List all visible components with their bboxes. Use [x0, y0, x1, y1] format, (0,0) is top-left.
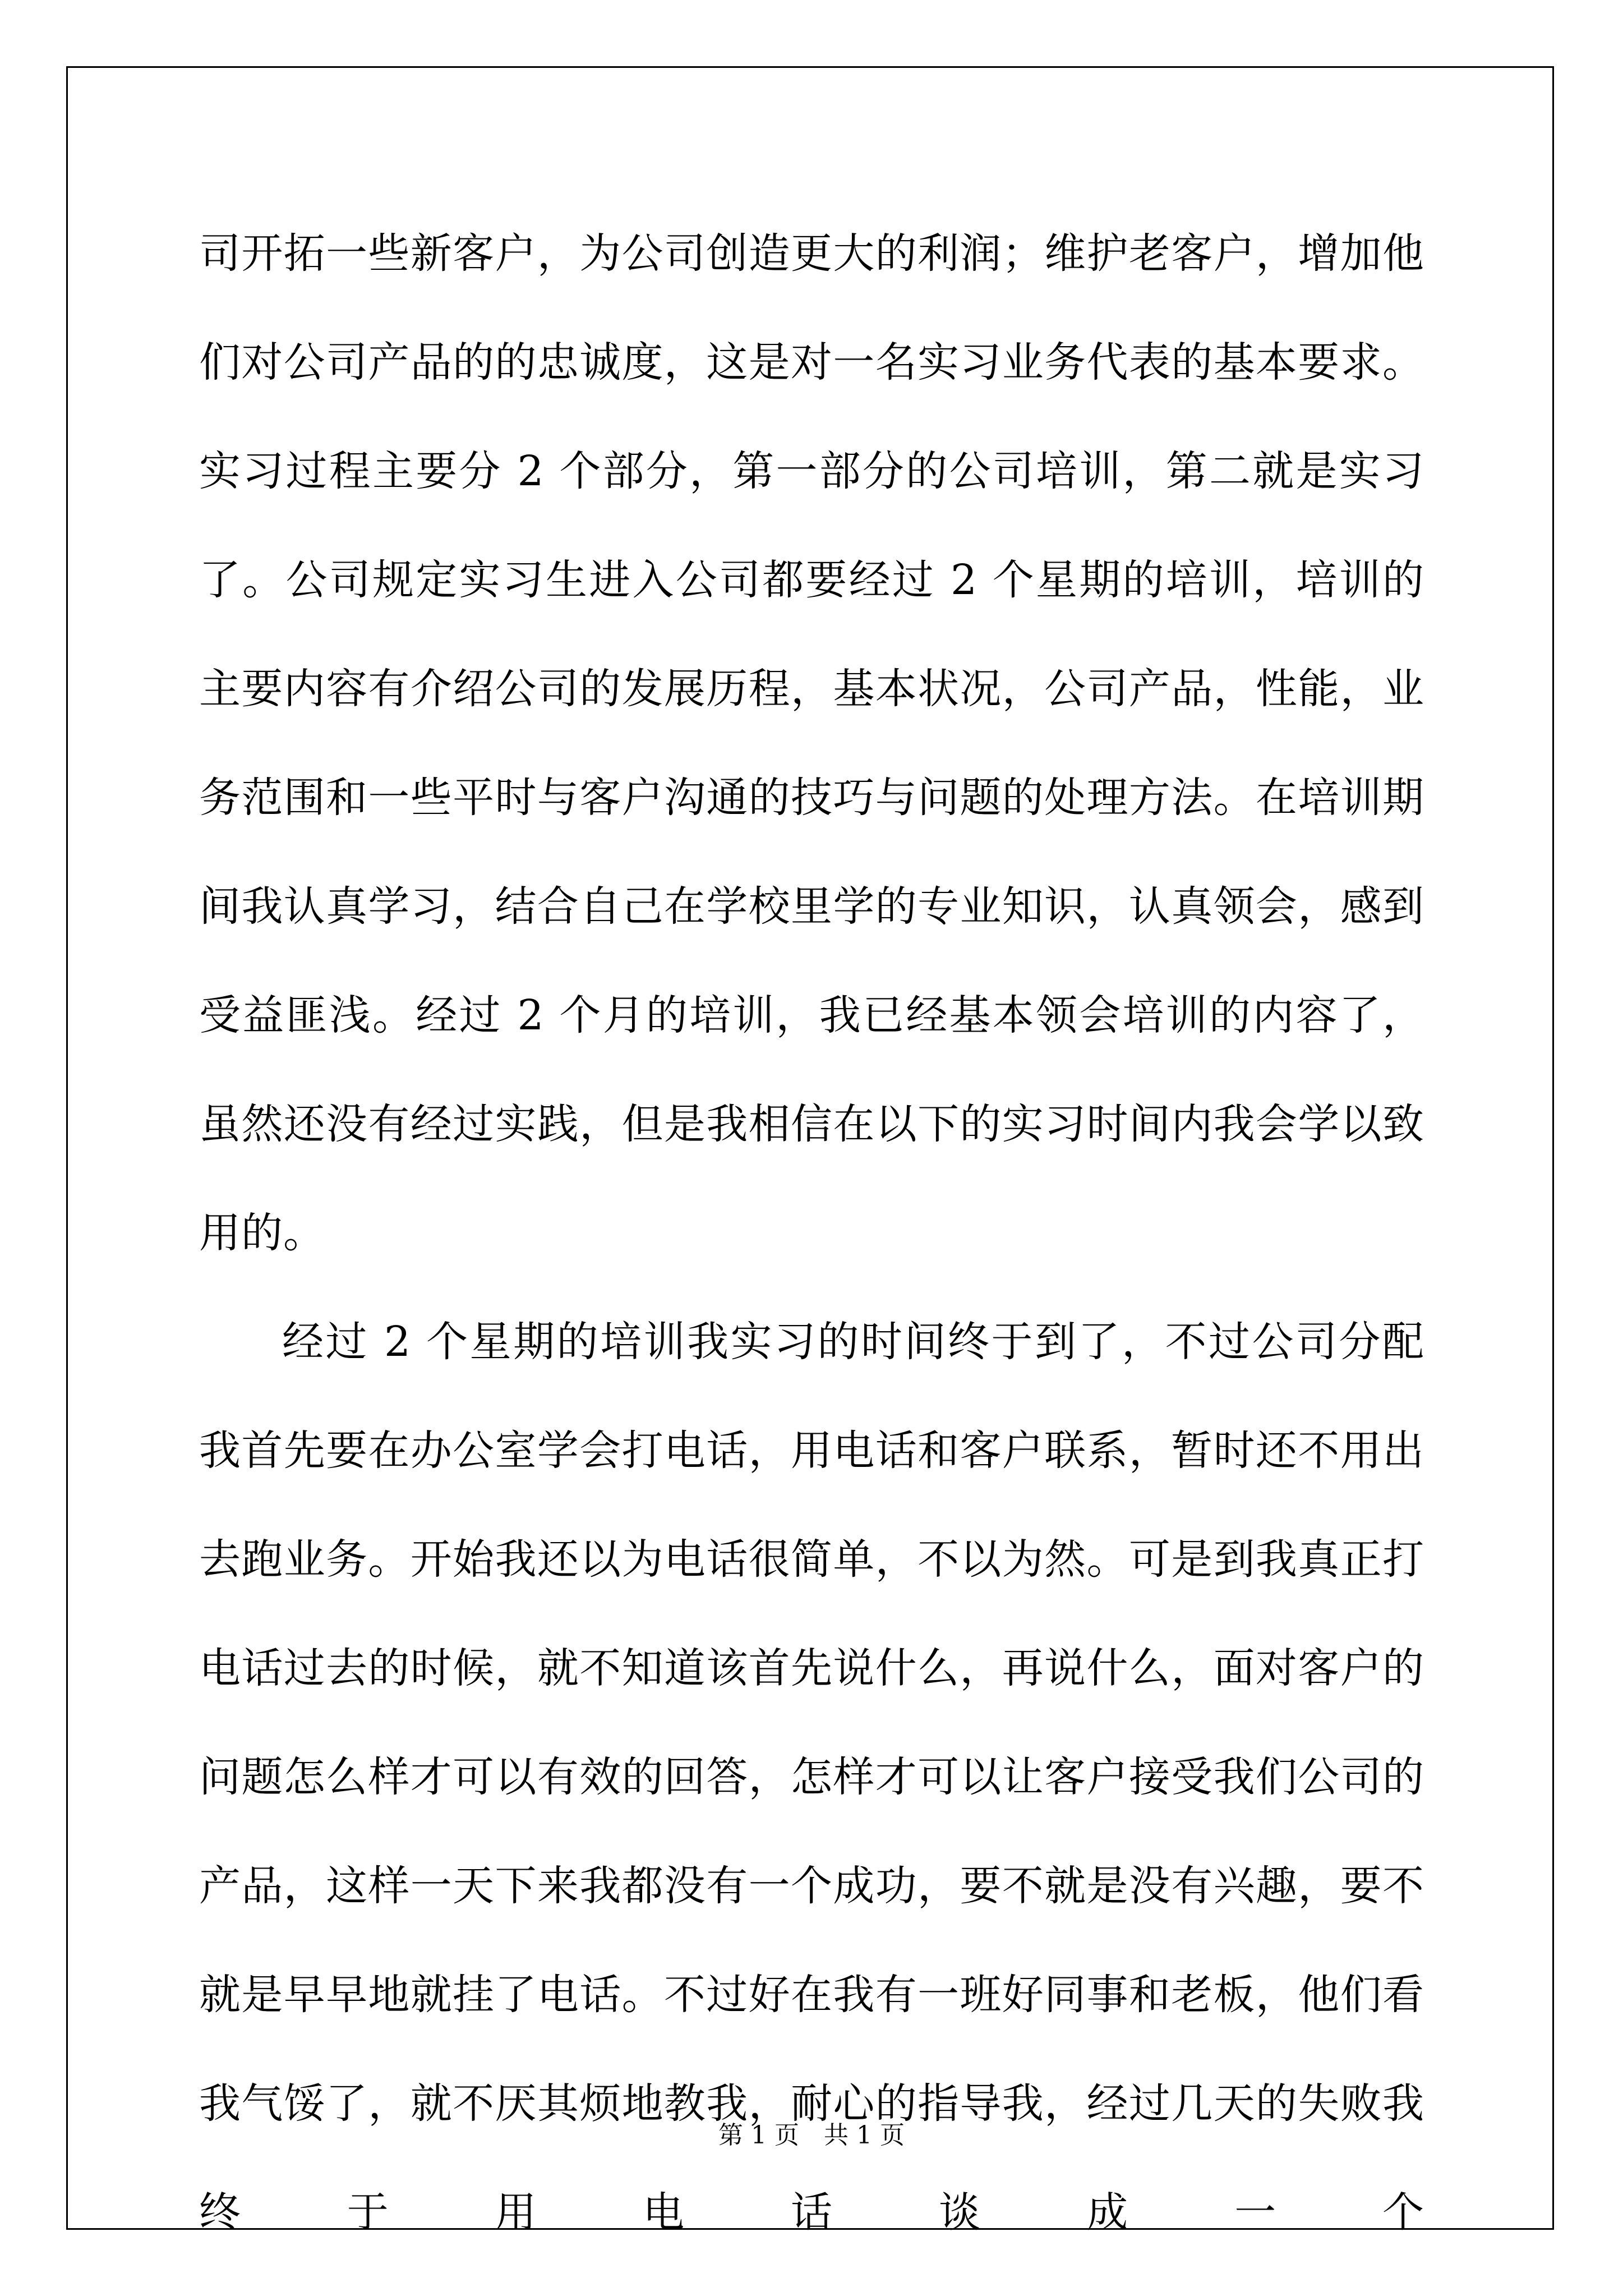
paragraph-2: 经过 2 个星期的培训我实习的时间终于到了，不过公司分配我首先要在办公室学会打电话，用电话和客户联系，暂时还不用出去跑业务。开始我还以为电话很简单，不以为然。可是到我真正打电话过去的时候，就不知道该首先说什么，再说什么，面对客户的问题怎么样才可以有效的回答，怎样才可以让客户接受我们公司的产品，这样一天下来我都没有一个成功，要不就是没有兴趣，要不就是早早地就挂了电话。不过好在我有一班好同事和老板，他们看我气馁了，就不厌其烦地教我，耐心的指导我，经过几天的失败我终于用电话谈成一个 — [199, 1318, 1424, 2237]
page-number-footer: 第 1 页 共 1 页 — [718, 2121, 905, 2150]
paragraph-1: 司开拓一些新客户，为公司创造更大的利润；维护老客户，增加他们对公司产品的的忠诚度，这是对一名实习业务代表的基本要求。实习过程主要分 2 个部分，第一部分的公司培训，第二就是实习了。公司规定实习生进入公司都要经过 2 个星期的培训，培训的主要内容有介绍公司的发展历程，基本状况，公司产品，性能，业务范围和一些平时与客户沟通的技巧与问题的处理方法。在培训期间我认真学习，结合自己在学校里学的专业知识，认真领会，感到受益匪浅。经过 2 个月的培训，我已经基本领会培训的内容了，虽然还没有经过实践，但是我相信在以下的实习时间内我会学以致用的。 — [199, 229, 1424, 1257]
document-body — [199, 199, 1424, 2267]
